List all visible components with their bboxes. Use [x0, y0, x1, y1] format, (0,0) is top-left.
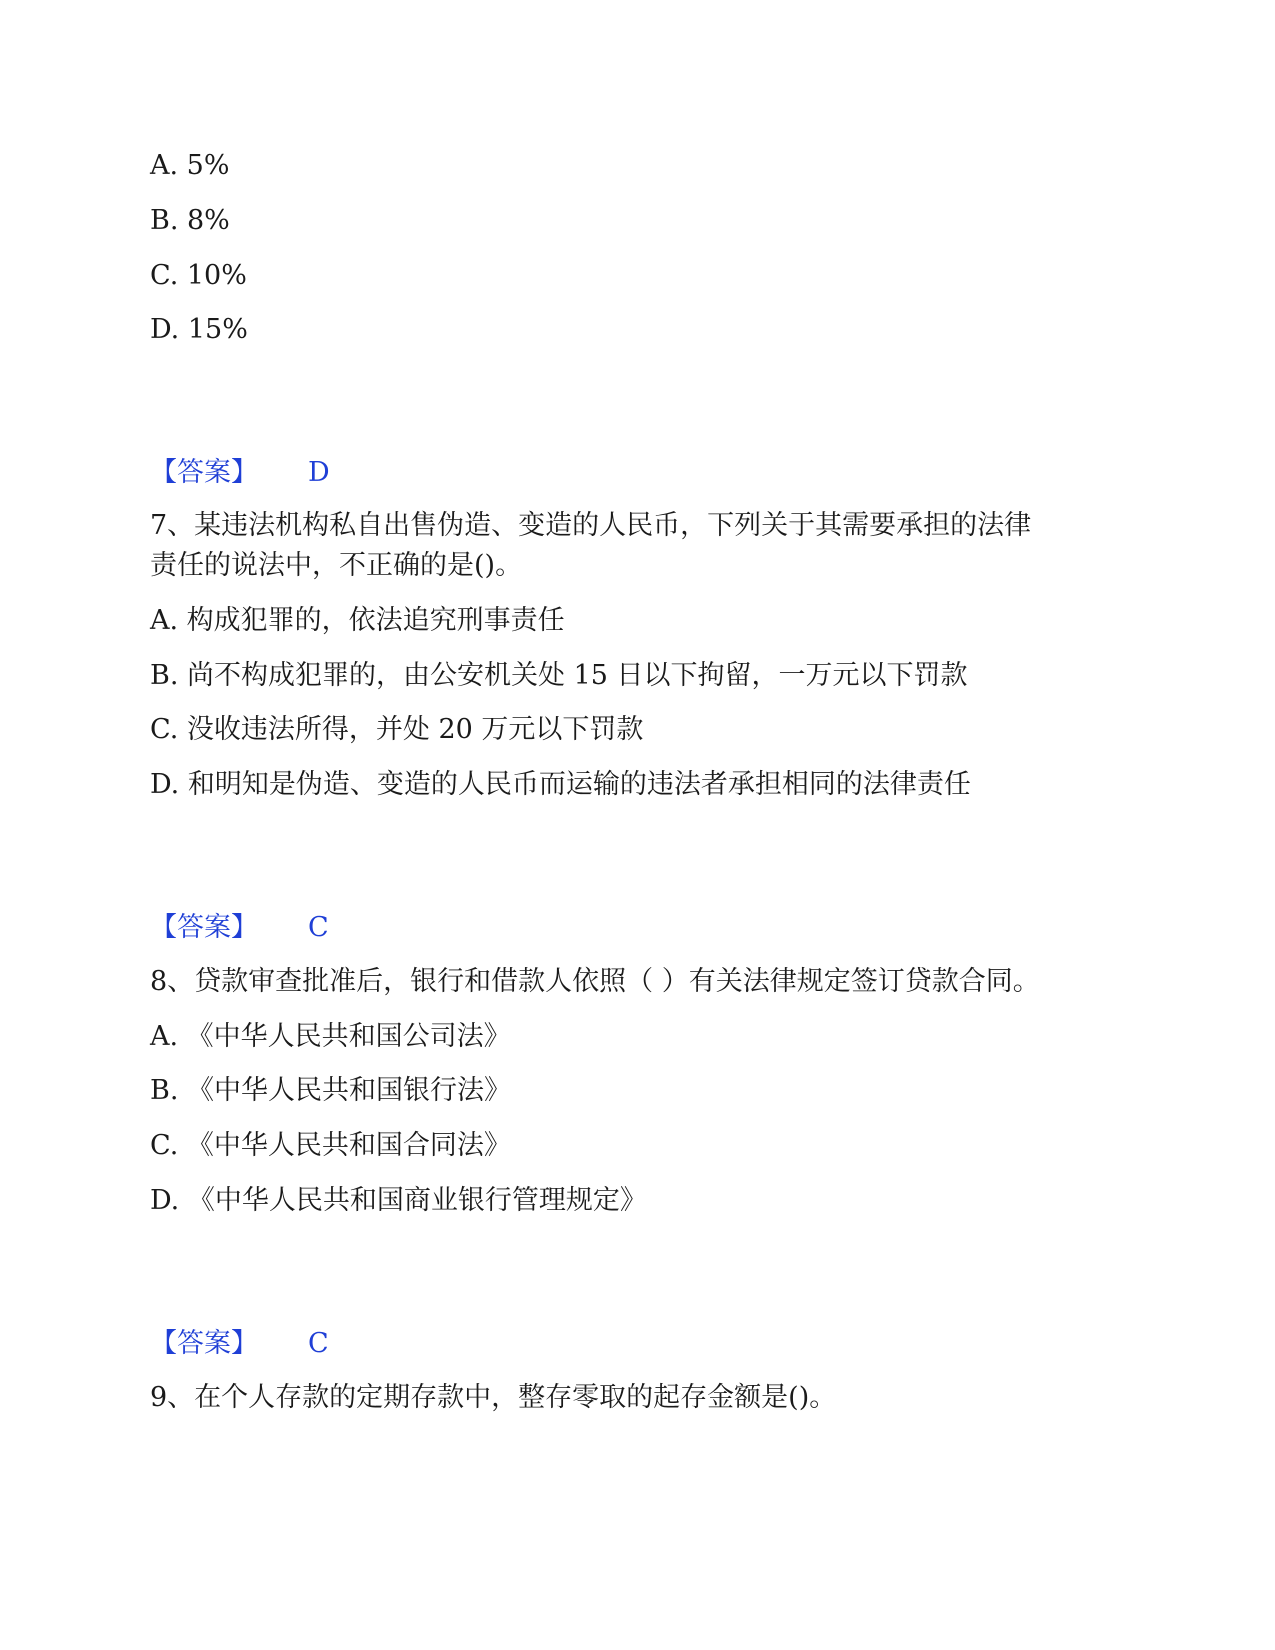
- q8-option-a: A. 《中华人民共和国公司法》: [150, 1021, 511, 1052]
- q8-answer-label: 【答案】: [150, 1328, 258, 1359]
- q7-option-a: A. 构成犯罪的，依法追究刑事责任: [150, 605, 565, 636]
- q8-answer: [150, 1326, 329, 1362]
- q8-answer-value: C: [308, 1328, 329, 1359]
- q8-option-c: C. 《中华人民共和国合同法》: [150, 1130, 511, 1161]
- q8-option-b: B. 《中华人民共和国银行法》: [150, 1075, 512, 1106]
- q8-option-d: D. 《中华人民共和国商业银行管理规定》: [150, 1185, 647, 1216]
- q7-answer: [150, 910, 329, 946]
- q6-answer-label: 【答案】: [150, 457, 258, 488]
- q6-option-a: A. 5%: [150, 150, 230, 181]
- q8-question: 8、贷款审查批准后，银行和借款人依照（ ）有关法律规定签订贷款合同。: [150, 966, 1040, 997]
- q6-answer-value: D: [308, 457, 330, 488]
- q9-question: 9、在个人存款的定期存款中，整存零取的起存金额是()。: [150, 1382, 837, 1413]
- q7-question-line2: 责任的说法中，不正确的是()。: [150, 550, 523, 581]
- q6-option-c: C. 10%: [150, 260, 247, 291]
- q7-option-b: B. 尚不构成犯罪的，由公安机关处 15 日以下拘留，一万元以下罚款: [150, 660, 968, 691]
- q7-answer-value: C: [308, 912, 329, 943]
- q7-option-c: C. 没收违法所得，并处 20 万元以下罚款: [150, 714, 644, 745]
- q6-option-b: B. 8%: [150, 205, 230, 236]
- q7-option-d: D. 和明知是伪造、变造的人民币而运输的违法者承担相同的法律责任: [150, 769, 971, 800]
- q7-question-line1: 7、某违法机构私自出售伪造、变造的人民币，下列关于其需要承担的法律: [150, 510, 1032, 541]
- q7-answer-label: 【答案】: [150, 912, 258, 943]
- q6-answer: [150, 455, 330, 491]
- q6-option-d: D. 15%: [150, 314, 248, 345]
